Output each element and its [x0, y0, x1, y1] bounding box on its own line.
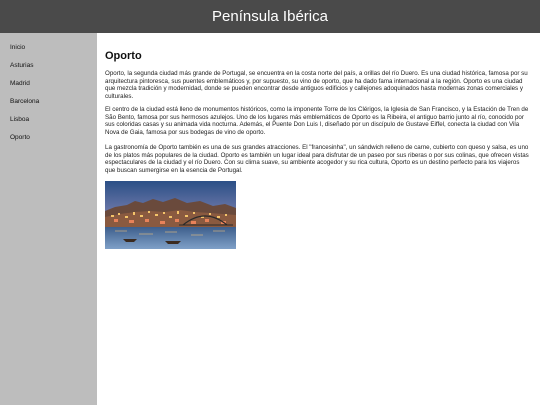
sidebar-item-madrid[interactable]: Madrid	[10, 80, 30, 87]
oporto-city-image	[105, 181, 236, 249]
sidebar-item-oporto[interactable]: Oporto	[10, 134, 30, 141]
paragraph-monuments: El centro de la ciudad está lleno de monumentos históricos, como la imponente Torre de los Clérigos, la Iglesia de San Francisco, y la Estación de Tren de São Bento, famosa por sus hermosos azulejos. Uno de los lugares más emblemáticos de Oporto es la Ribeira, el antiguo barrio junto al río, conocido por sus coloridas casas y su animada vida nocturna. Además, el Puente Don Luis I, diseñado por un discípulo de Gustave Eiffel, conecta la ciudad con Vila Nova de Gaia, famosa por sus bodegas de vino de oporto.	[105, 106, 529, 136]
paragraph-gastronomy: La gastronomía de Oporto también es una de sus grandes atracciones. El "francesinha", un sándwich relleno de carne, cubierto con queso y salsa, es uno de los platos más populares de la ciudad. Oporto es también un lugar ideal para disfrutar de un paseo por sus riberas o por sus colinas, que ofrecen vistas espectaculares de la ciudad y el río Duero. Con su clima suave, su ambiente acogedor y su rica cultura, Oporto es un destino perfecto para los viajeros que buscan sumergirse en la esencia de Portugal.	[105, 144, 529, 174]
page-title: Oporto	[105, 50, 142, 62]
sidebar-item-inicio[interactable]: Inicio	[10, 44, 26, 51]
sidebar-item-barcelona[interactable]: Barcelona	[10, 98, 40, 105]
sidebar-item-asturias[interactable]: Asturias	[10, 62, 34, 69]
sidebar-item-lisboa[interactable]: Lisboa	[10, 116, 30, 123]
sidebar	[0, 33, 97, 405]
site-title: Península Ibérica	[212, 8, 328, 25]
main-content	[97, 33, 540, 405]
oporto-photo	[105, 181, 236, 249]
site-header	[0, 0, 540, 33]
paragraph-intro: Oporto, la segunda ciudad más grande de Portugal, se encuentra en la costa norte del país, a orillas del río Duero. Es una ciudad histórica, famosa por su arquitectura pintoresca, sus puentes emblemáticos y, por supuesto, su vino de oporto, que ha dado fama internacional a la región. Oporto es una ciudad que mezcla tradición y modernidad, donde se pueden encontrar desde antiguos edificios y callejones adoquinados hasta modernas zonas comerciales y culturales.	[105, 70, 528, 100]
